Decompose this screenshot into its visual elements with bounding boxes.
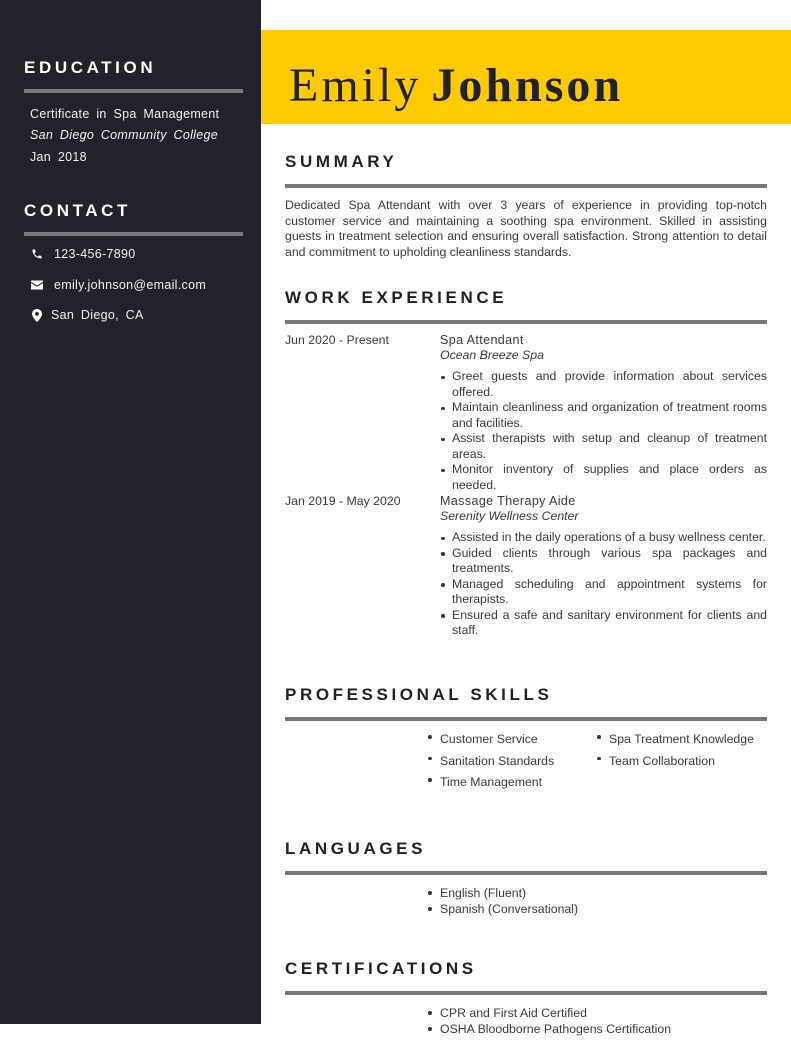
job-bullet: Greet guests and provide information about services offered. [440, 369, 767, 400]
skill-item: Time Management [425, 772, 554, 794]
map-pin-icon [30, 309, 44, 322]
education-heading: EDUCATION [24, 58, 157, 77]
summary-heading: SUMMARY [285, 152, 398, 171]
languages-heading: LANGUAGES [285, 839, 427, 858]
languages-section [285, 838, 767, 925]
job-bullet: Maintain cleanliness and organization of treatment rooms and facilities. [440, 400, 767, 431]
email-value[interactable]: emily.johnson@email.com [54, 278, 207, 292]
job-title: Spa Attendant [440, 333, 524, 347]
languages-list [425, 885, 578, 917]
education-section [24, 57, 243, 163]
contact-location [30, 308, 144, 322]
name-banner [261, 30, 791, 124]
certifications-section [285, 958, 767, 1045]
certifications-heading: CERTIFICATIONS [285, 959, 477, 978]
sidebar [0, 0, 261, 1024]
contact-heading: CONTACT [24, 201, 132, 220]
summary-divider [285, 184, 767, 188]
skills-list-left [425, 729, 554, 794]
languages-divider [285, 871, 767, 875]
skill-item: Team Collaboration [594, 751, 754, 773]
skills-divider [285, 717, 767, 721]
summary-text: Dedicated Spa Attendant with over 3 years of experience in providing top-notch customer service and maintaining a soothing spa environment. Skilled in assisting guests in treatment selection and ensuring overall satisfaction. Strong attention to detail and commitment to upholding cleanliness standards. [285, 198, 767, 259]
certifications-divider [285, 991, 767, 995]
certification-item: CPR and First Aid Certified [425, 1005, 671, 1021]
skills-heading: PROFESSIONAL SKILLS [285, 685, 553, 704]
job-bullet: Ensured a safe and sanitary environment for clients and staff. [440, 608, 767, 639]
skill-item: Spa Treatment Knowledge [594, 729, 754, 751]
job-bullet-list [440, 530, 767, 639]
first-name: Emily [289, 59, 422, 112]
job-date: Jun 2020 - Present [285, 333, 389, 347]
language-item: English (Fluent) [425, 885, 578, 901]
last-name: Johnson [431, 59, 624, 112]
experience-section [285, 287, 767, 637]
location-value: San Diego, CA [51, 308, 144, 322]
summary-section [285, 151, 767, 260]
job-title: Massage Therapy Aide [440, 494, 576, 508]
skills-section [285, 684, 767, 799]
certification-item: OSHA Bloodborne Pathogens Certification [425, 1021, 671, 1037]
education-date: Jan 2018 [30, 150, 87, 164]
skill-item: Customer Service [425, 729, 554, 751]
job-date: Jan 2019 - May 2020 [285, 494, 401, 508]
certifications-list [425, 1005, 671, 1037]
job-bullet-list [440, 369, 767, 493]
language-item: Spanish (Conversational) [425, 901, 578, 917]
experience-heading: WORK EXPERIENCE [285, 288, 508, 307]
contact-email [30, 278, 206, 292]
contact-phone [30, 247, 135, 261]
job-bullet: Assisted in the daily operations of a busy wellness center. [440, 530, 767, 546]
phone-icon [30, 248, 44, 260]
envelope-icon [30, 280, 44, 290]
job-bullet: Assist therapists with setup and cleanup of treatment areas. [440, 431, 767, 462]
job-company: Ocean Breeze Spa [440, 348, 544, 362]
job-company: Serenity Wellness Center [440, 509, 579, 523]
job-bullet: Monitor inventory of supplies and place orders as needed. [440, 462, 767, 493]
skills-list-right [594, 729, 754, 772]
job-bullet: Guided clients through various spa packages and treatments. [440, 546, 767, 577]
experience-divider [285, 320, 767, 324]
education-school: San Diego Community College [30, 128, 219, 142]
phone-value[interactable]: 123-456-7890 [54, 247, 136, 261]
contact-section [24, 200, 243, 326]
skill-item: Sanitation Standards [425, 751, 554, 773]
education-degree: Certificate in Spa Management [30, 107, 220, 121]
job-bullet: Managed scheduling and appointment systems for therapists. [440, 577, 767, 608]
candidate-name [289, 58, 623, 114]
